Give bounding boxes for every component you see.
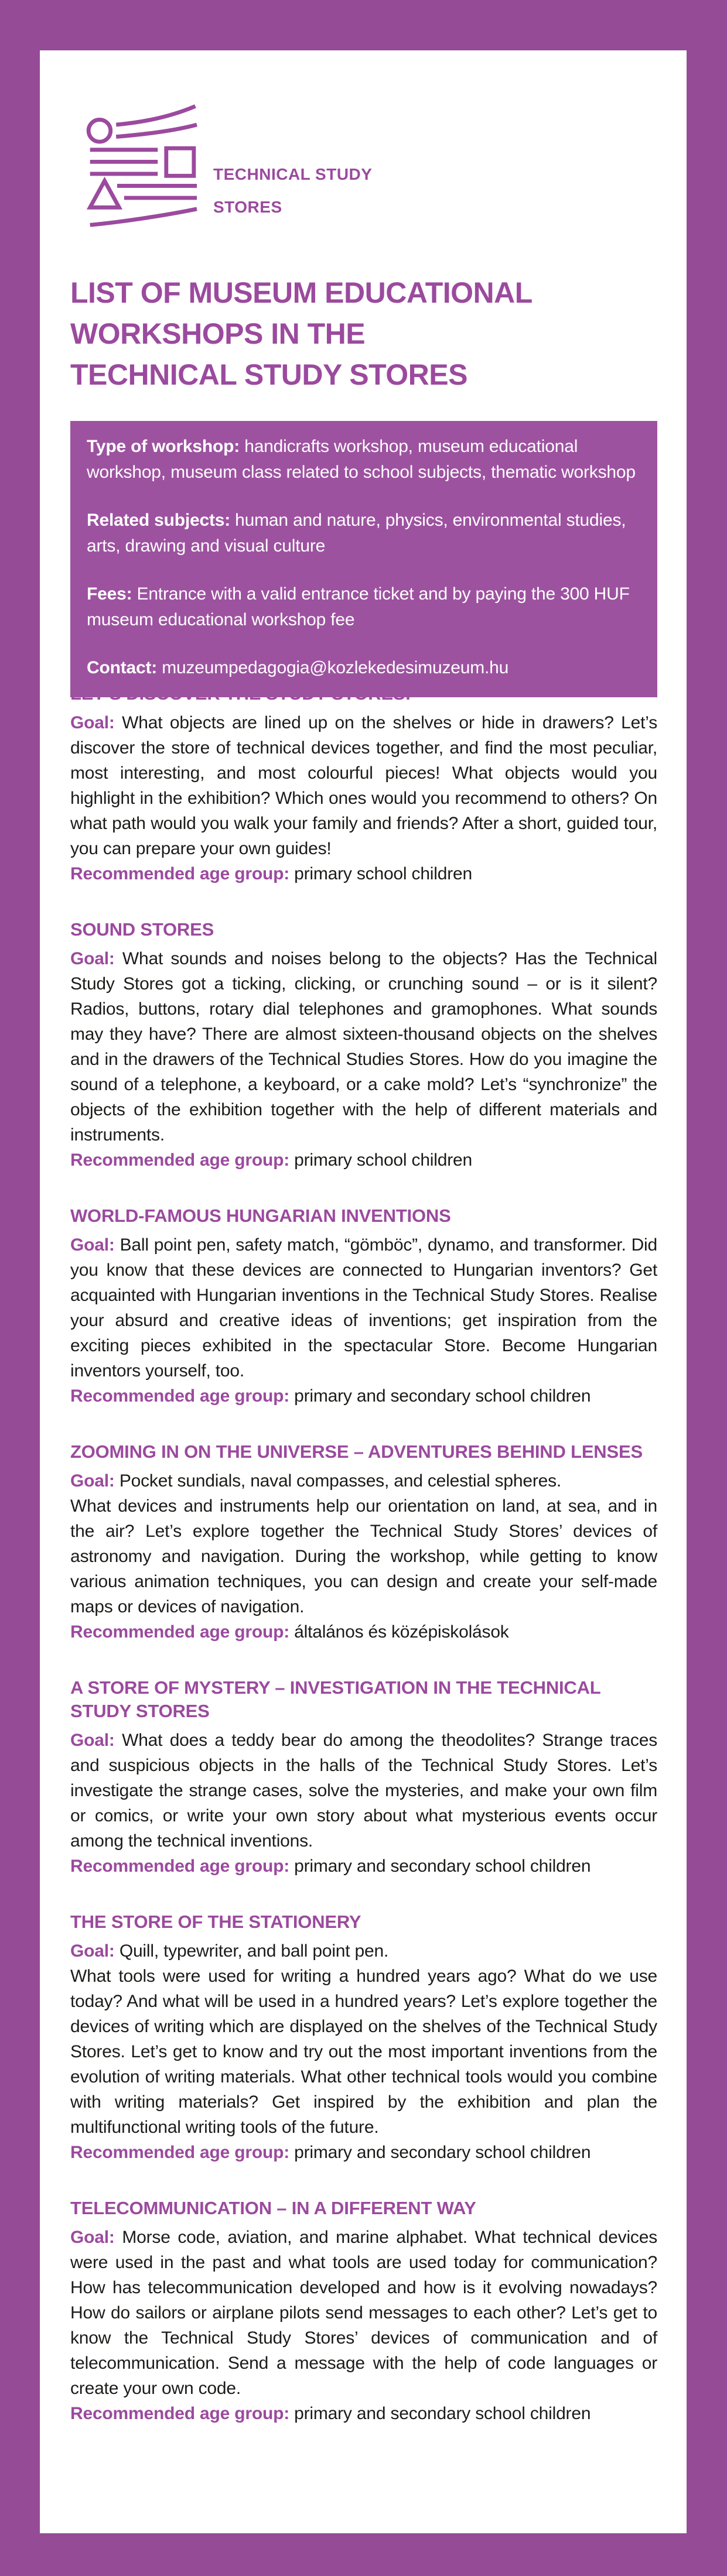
technical-study-stores-logo-icon [75, 100, 200, 237]
page-title-line2: WORKSHOPS IN THE [70, 317, 366, 350]
logo-square-shape [166, 148, 194, 176]
goal-paragraph [70, 946, 657, 1147]
logo-wordmark-line2: STORES [213, 198, 282, 216]
section-title: ZOOMING IN ON THE UNIVERSE – ADVENTURES BEHIND LENSES [70, 1441, 643, 1462]
page-title-line3: TECHNICAL STUDY STORES [70, 358, 467, 391]
goal-paragraph [70, 710, 657, 861]
logo-block [75, 100, 657, 237]
goal-label: Goal: [70, 949, 115, 968]
goal-paragraph [70, 1728, 657, 1854]
goal-label: Goal: [70, 1941, 115, 1961]
goal-paragraph-continued: What devices and instruments help our orientation on land, at sea, and in the air? Let’s explore together the Technical Study Stores’ devices of astronomy and navigation. During the workshop, while getting to know various animation techniques, you can design and create your self-made maps or devices of navigation. [70, 1496, 657, 1616]
workshop-section-hungarian-inventions [70, 1204, 657, 1409]
workshop-section-lets-discover [70, 682, 657, 886]
age-text: általános és középiskolások [294, 1622, 509, 1642]
age-label: Recommended age group: [70, 864, 289, 883]
goal-text: What objects are lined up on the shelves or hide in drawers? Let’s discover the store of technical devices together, and find the most peculiar, most interesting, and most colourful pieces! What objects would you highlight in the exhibition? Which ones would you recommend to others? On what path would you walk your family and friends? After a short, guided tour, you can prepare your own guides! [70, 713, 657, 858]
age-paragraph [70, 2140, 657, 2165]
goal-text: What sounds and noises belong to the objects? Has the Technical Study Stores got a ticking, clicking, or crunching sound – or is it silent? Radios, buttons, rotary dial telephones and gramophones. What sounds may they have? There are almost sixteen-thousand objects on the shelves and in the drawers of the Technical Studies Stores. How do you imagine the sound of a telephone, a keyboard, or a cake mold? Let’s “synchronize” the objects of the exhibition together with the help of different materials and instruments. [70, 949, 657, 1145]
age-paragraph [70, 1383, 657, 1409]
age-text: primary and secondary school children [294, 2143, 591, 2162]
goal-text: Quill, typewriter, and ball point pen. [119, 1941, 389, 1961]
logo-triangle-shape [90, 181, 120, 207]
section-title: WORLD-FAMOUS HUNGARIAN INVENTIONS [70, 1205, 451, 1226]
section-title: SOUND STORES [70, 919, 214, 940]
logo-top-wave-2 [116, 125, 197, 137]
logo-wordmark [213, 100, 372, 224]
age-paragraph [70, 1854, 657, 1879]
goal-text: What does a teddy bear do among the theodolites? Strange traces and suspicious objects in the halls of the Technical Study Stores. Let’s investigate the strange cases, solve the mysteries, and make your own film or comics, or write your own story about what mysterious events occur among the technical inventions. [70, 1731, 657, 1851]
logo-circle-shape [88, 119, 111, 142]
age-label: Recommended age group: [70, 1150, 289, 1170]
section-title: TELECOMMUNICATION – IN A DIFFERENT WAY [70, 2198, 476, 2218]
info-row-subjects [87, 508, 640, 559]
goal-label: Goal: [70, 2228, 115, 2247]
contact-email: muzeumpedagogia@kozlekedesimuzeum.hu [162, 658, 509, 677]
info-label-contact: Contact: [87, 658, 158, 677]
goal-text: Morse code, aviation, and marine alphabet. What technical devices were used in the past and what tools are used today for communication? How has telecommunication developed and how is it evolving nowadays? How do sailors or airplane pilots send messages to each other? Let’s get to know the Technical Study Stores’ devices of communication and of telecommunication. Send a message with the help of code languages or create your own code. [70, 2228, 657, 2398]
workshop-section-zooming-universe [70, 1440, 657, 1645]
info-label-subjects: Related subjects: [87, 511, 231, 530]
age-paragraph [70, 2401, 657, 2426]
age-label: Recommended age group: [70, 2404, 289, 2423]
age-label: Recommended age group: [70, 1622, 289, 1642]
page-title-line1: LIST OF MUSEUM EDUCATIONAL [70, 276, 533, 309]
age-paragraph [70, 1619, 657, 1645]
workshop-section-store-of-mystery [70, 1676, 657, 1879]
logo-wordmark-line1: TECHNICAL STUDY [213, 165, 373, 183]
info-row-contact [87, 655, 640, 681]
goal-paragraph [70, 1232, 657, 1383]
workshop-section-stationery [70, 1910, 657, 2165]
age-text: primary school children [294, 1150, 472, 1170]
page-title [70, 272, 657, 395]
info-value-fees: Entrance with a valid entrance ticket and by paying the 300 HUF museum educational workshop fee [87, 584, 630, 629]
info-row-fees [87, 581, 640, 633]
info-row-type [87, 434, 640, 485]
info-label-fees: Fees: [87, 584, 132, 604]
workshop-section-sound-stores [70, 918, 657, 1173]
goal-paragraph [70, 1938, 657, 1964]
age-paragraph [70, 861, 657, 886]
age-text: primary school children [294, 864, 472, 883]
info-label-type: Type of workshop: [87, 437, 240, 456]
age-text: primary and secondary school children [294, 1856, 591, 1876]
age-label: Recommended age group: [70, 1856, 289, 1876]
age-text: primary and secondary school children [294, 2404, 591, 2423]
goal-label: Goal: [70, 1235, 115, 1255]
section-title: THE STORE OF THE STATIONERY [70, 1912, 361, 1932]
logo-top-wave-1 [116, 106, 195, 125]
goal-paragraph-continued: What tools were used for writing a hundred years ago? What do we use today? And what will be used in a hundred years? Let’s explore together the devices of writing which are displayed on the shelves of the Technical Study Stores. Let’s get to know and try out the most important inventions from the evolution of writing materials. What other technical tools would you combine with writing materials? Get inspired by the exhibition and plan the multifunctional writing tools of the future. [70, 1967, 657, 2137]
goal-text: Pocket sundials, naval compasses, and celestial spheres. [119, 1471, 562, 1491]
logo-bottom-wave [90, 209, 197, 225]
info-value-subjects: human and nature, physics, environmental studies, arts, drawing and visual culture [87, 511, 626, 556]
workshop-info-box [70, 421, 657, 697]
age-label: Recommended age group: [70, 1386, 289, 1406]
goal-text: Ball point pen, safety match, “gömböc”, dynamo, and transformer. Did you know that these devices are connected to Hungarian inventors? Get acquainted with Hungarian inventions in the Technical Study Stores. Realise your absurd and creative ideas of inventions; get inspiration from the exciting pieces exhibited in the spectacular Store. Become Hungarian inventors yourself, too. [70, 1235, 657, 1381]
age-label: Recommended age group: [70, 2143, 289, 2162]
info-value-type: handicrafts workshop, museum educational workshop, museum class related to school subjects, thematic workshop [87, 437, 636, 482]
goal-label: Goal: [70, 713, 115, 732]
workshop-section-telecommunication [70, 2197, 657, 2426]
goal-label: Goal: [70, 1731, 115, 1750]
age-text: primary and secondary school children [294, 1386, 591, 1406]
age-paragraph [70, 1147, 657, 1173]
goal-paragraph [70, 2225, 657, 2401]
section-title: A STORE OF MYSTERY – INVESTIGATION IN THE TECHNICAL STUDY STORES [70, 1677, 600, 1721]
document-page [40, 50, 687, 2533]
goal-label: Goal: [70, 1471, 115, 1491]
goal-paragraph [70, 1468, 657, 1493]
